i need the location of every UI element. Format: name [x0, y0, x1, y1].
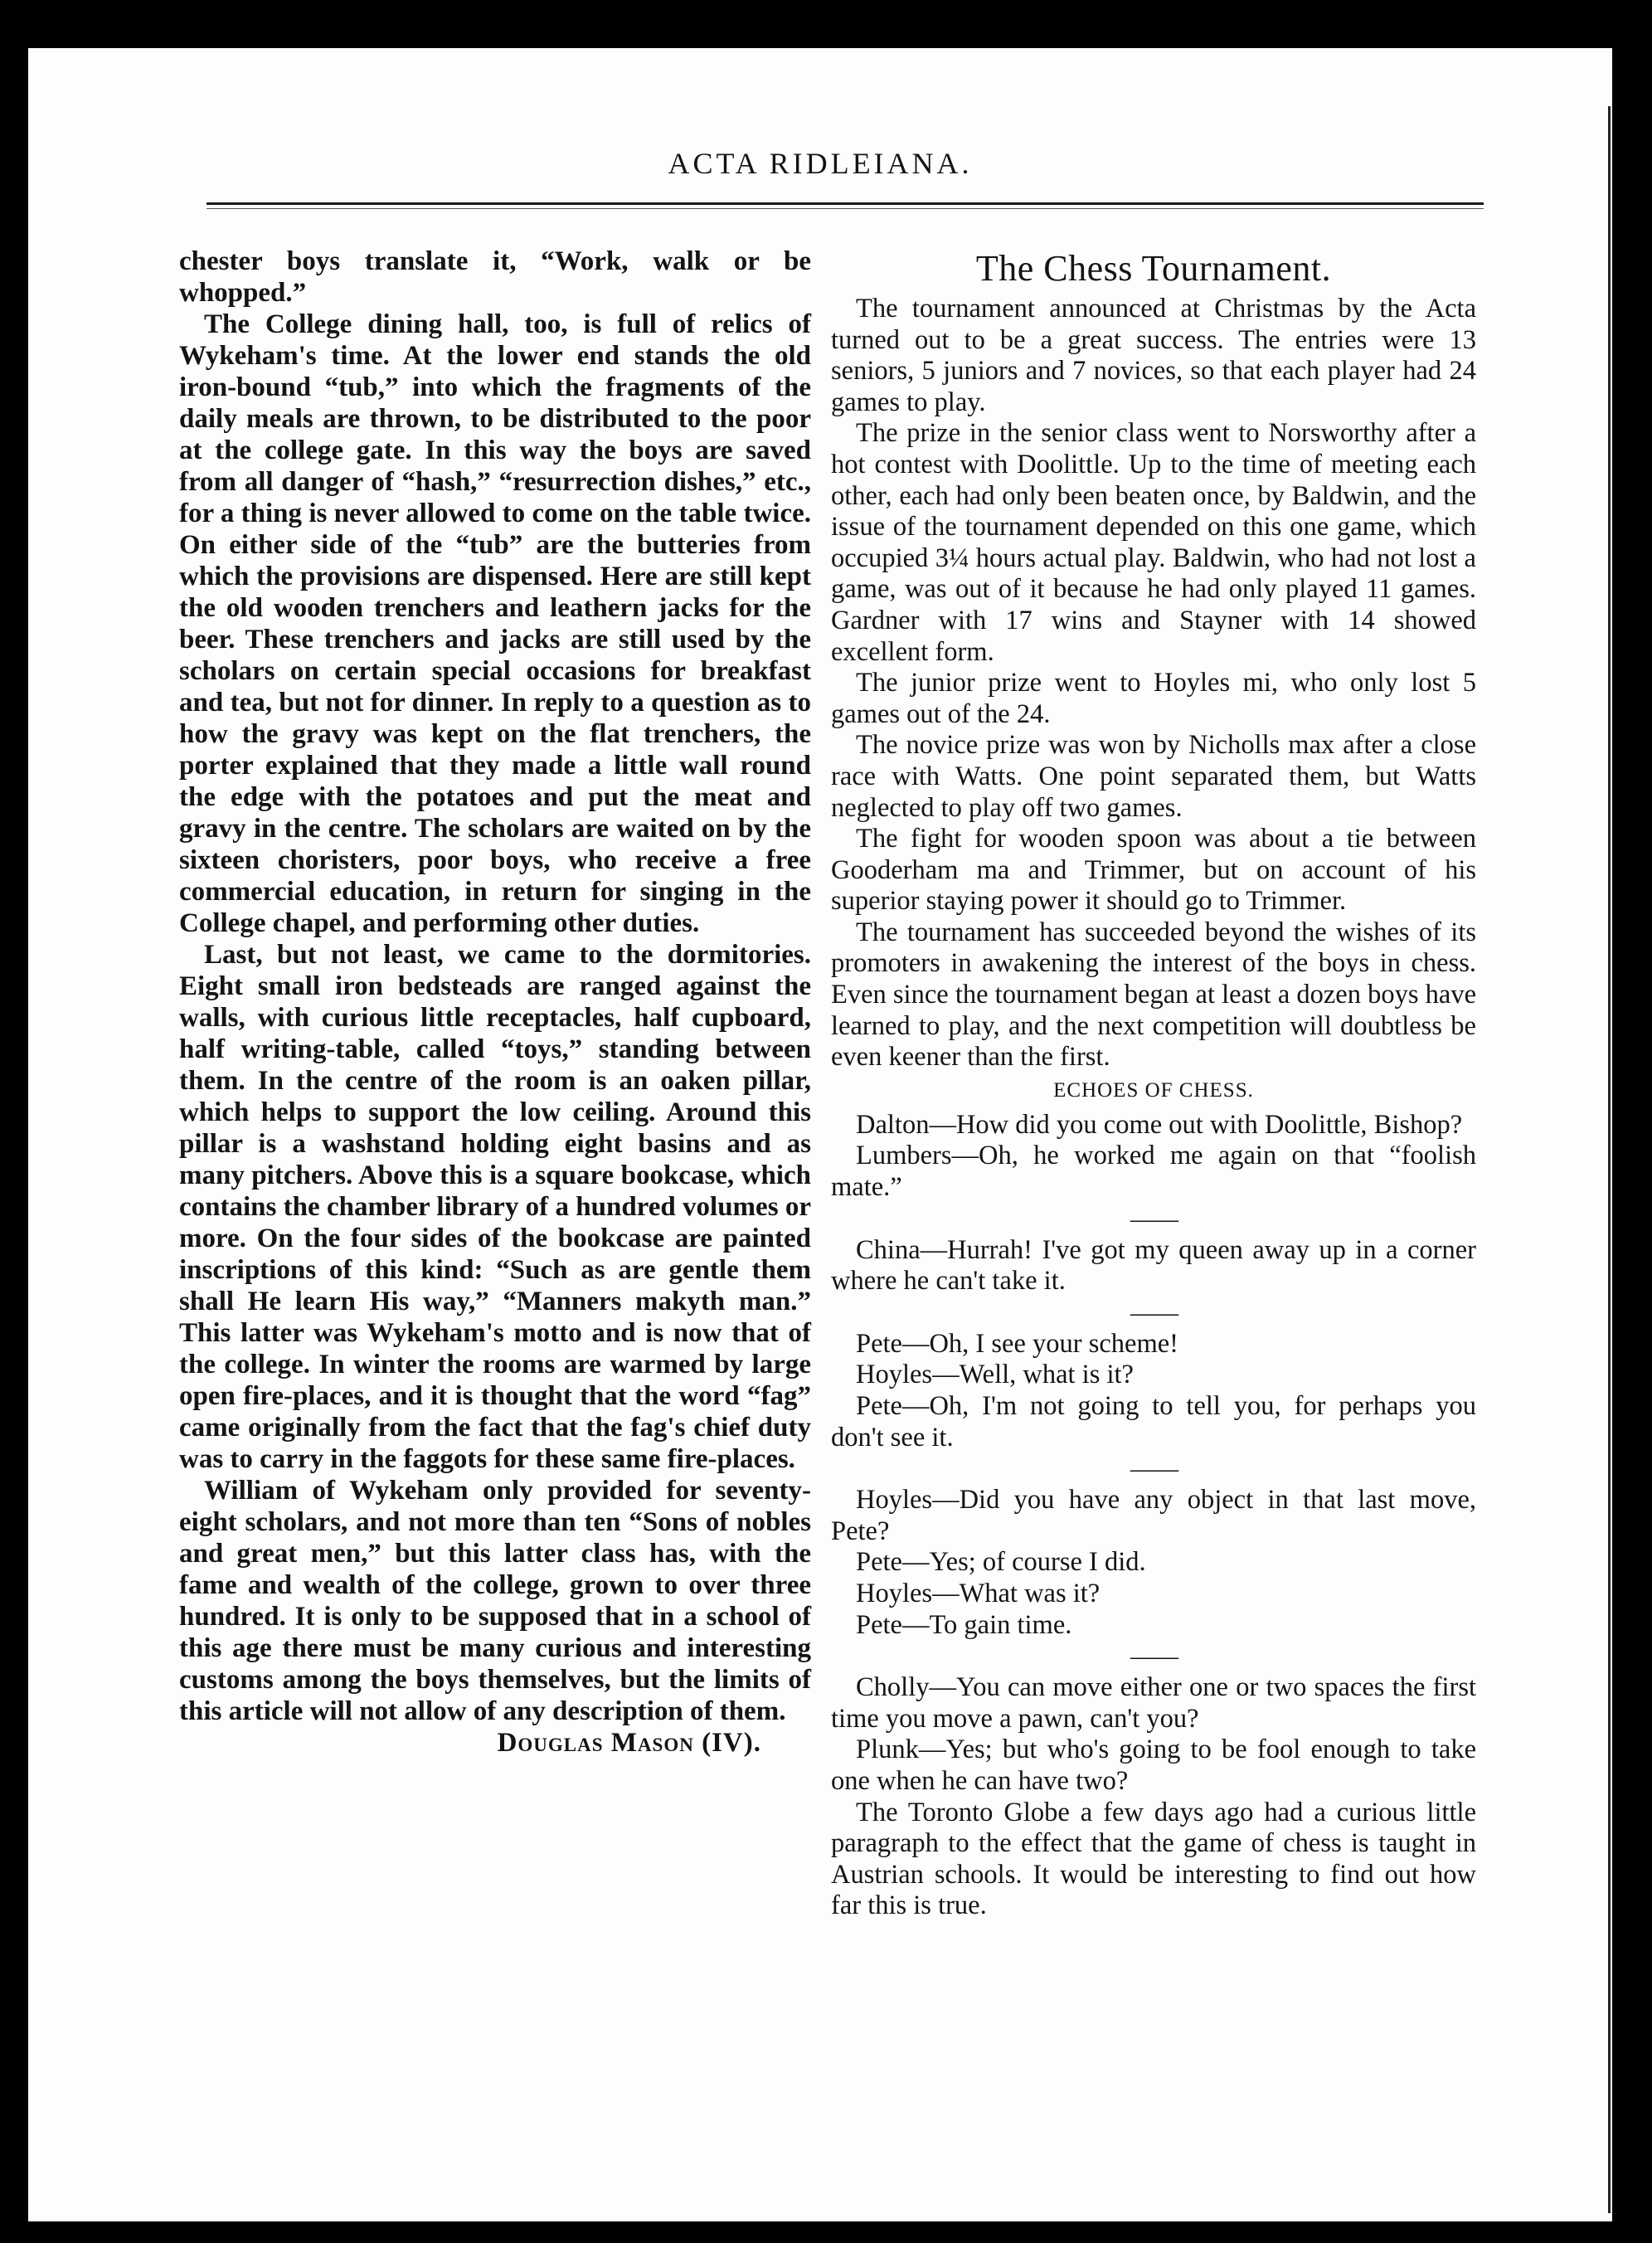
separator-dash: —— — [1130, 1455, 1177, 1483]
dialogue-line: Cholly—You can move either one or two spaces the first time you move a pawn, can't you? — [831, 1672, 1476, 1734]
dialogue-line: Pete—To gain time. — [856, 1609, 1072, 1640]
dialogue-block — [831, 1110, 1476, 1204]
paragraph: The novice prize was won by Nicholls max after a close race with Watts. One point separated them, but Watts neglected to play off two games. — [831, 730, 1476, 823]
running-header: ACTA RIDLEIANA. — [668, 147, 973, 180]
paragraph: The fight for wooden spoon was about a tie between Gooderham ma and Trimmer, but on account of his superior staying power it should go to Trimmer. — [831, 824, 1476, 917]
dialogue-line: Pete—Oh, I'm not going to tell you, for perhaps you don't see it. — [831, 1391, 1476, 1452]
author-signature: Douglas Mason (IV). — [497, 1728, 761, 1758]
paragraph: Last, but not least, we came to the dormitories. Eight small iron bedsteads are ranged against the walls, with curious little receptacles, half cupboard, half writing-table, called “toys,” standing between them. In the centre of the room is an oaken pillar, which helps to support the low ceiling. Around this pillar is a washstand holding eight basins and as many pitchers. Above this is a square bookcase, which contains the chamber library of a hundred volumes or more. On the four sides of the bookcase are painted inscriptions of this kind: “Such as are gentle them shall He learn His way,” “Manners makyth man.” This latter was Wykeham's motto and is now that of the college. In winter the rooms are warmed by large open fire-places, and it is thought that the word “fag” came originally from the fact that the fag's chief duty was to carry in the faggots for these same fire-places. — [179, 940, 811, 1474]
dialogue-line: Plunk—Yes; but who's going to be fool enough to take one when he can have two? — [831, 1735, 1476, 1796]
dialogue-block — [831, 1485, 1476, 1641]
separator-dash: —— — [1130, 1642, 1177, 1671]
dialogue-block — [831, 1329, 1476, 1453]
left-column — [179, 246, 811, 1759]
dialogue-block — [831, 1672, 1476, 1797]
dialogue-line: Pete—Yes; of course I did. — [856, 1547, 1146, 1578]
right-column — [831, 246, 1476, 1922]
scan-border-bottom — [0, 2221, 1652, 2243]
dialogue-line: Hoyles—Well, what is it? — [856, 1360, 1134, 1390]
scan-border-right — [1612, 0, 1652, 2243]
page-edge-line — [1608, 106, 1611, 2213]
paragraph: The junior prize went to Hoyles mi, who only lost 5 games out of the 24. — [831, 668, 1476, 729]
scan-border-top — [0, 0, 1652, 48]
separator-dash: —— — [1130, 1298, 1177, 1326]
dialogue-line: Hoyles—What was it? — [856, 1578, 1101, 1608]
paragraph: The College dining hall, too, is full of relics of Wykeham's time. At the lower end stands the old iron-bound “tub,” into which the fragments of the daily meals are thrown, to be distributed to the poor at the college gate. In this way the boys are saved from all danger of “hash,” “resurrection dishes,” etc., for a thing is never allowed to come on the table twice. On either side of the “tub” are the butteries from which the provisions are dispensed. Here are still kept the old wooden trenchers and leathern jacks for the beer. These trenchers and jacks are still used by the scholars on certain special occasions for breakfast and tea, but not for dinner. In reply to a question as to how the gravy was kept on the flat trenchers, the porter explained that they made a little wall round the edge with the potatoes and put the meat and gravy in the centre. The scholars are waited on by the sixteen choristers, poor boys, who receive a free commercial education, in return for singing in the College chapel, and performing other duties. — [179, 309, 811, 938]
paragraph: The tournament has succeeded beyond the wishes of its promoters in awakening the interest of the boys in chess. Even since the tournament began at least a dozen boys have learned to play, and the next competition will doubtless be even keener than the first. — [831, 917, 1476, 1073]
page — [28, 48, 1612, 2221]
dialogue-line: Hoyles—Did you have any object in that last move, Pete? — [831, 1485, 1476, 1546]
paragraph: The Toronto Globe a few days ago had a curious little paragraph to the effect that the game of chess is taught in Austrian schools. It would be interesting to find out how far this is true. — [831, 1797, 1476, 1921]
dialogue-line: China—Hurrah! I've got my queen away up in a corner where he can't take it. — [831, 1234, 1476, 1297]
scan-border-left — [0, 0, 28, 2243]
separator-dash: —— — [1130, 1204, 1177, 1233]
paragraph: The tournament announced at Christmas by the Acta turned out to be a great success. The entries were 13 seniors, 5 juniors and 7 novices, so that each player had 24 games to play. — [831, 294, 1476, 417]
header-rule — [206, 202, 1484, 205]
dialogue-line: Pete—Oh, I see your scheme! — [856, 1328, 1178, 1359]
dialogue-line: Dalton—How did you come out with Doolittle, Bishop? — [856, 1109, 1463, 1140]
section-subheading: ECHOES OF CHESS. — [1053, 1078, 1254, 1102]
paragraph: chester boys translate it, “Work, walk or be whopped.” — [179, 246, 811, 308]
article-title: The Chess Tournament. — [975, 248, 1332, 289]
dialogue-line: Lumbers—Oh, he worked me again on that “foolish mate.” — [831, 1141, 1476, 1203]
header-rule-thin — [206, 208, 1484, 209]
paragraph: The prize in the senior class went to Norsworthy after a hot contest with Doolittle. Up to the time of meeting each other, each had only been beaten once, by Baldwin, and the issue of the tournament depended on this one game, which occupied 3¼ hours actual play. Baldwin, who had not lost a game, was out of it because he had only played 11 games. Gardner with 17 wins and Stayner with 14 showed excellent form. — [831, 418, 1476, 667]
paragraph: William of Wykeham only provided for seventy-eight scholars, and not more than ten “Sons of nobles and great men,” but this latter class has, with the fame and wealth of the college, grown to over three hundred. It is only to be supposed that in a school of this age there must be many curious and interesting customs among the boys themselves, but the limits of this article will not allow of any description of them. — [179, 1476, 811, 1726]
dialogue-block — [831, 1235, 1476, 1297]
